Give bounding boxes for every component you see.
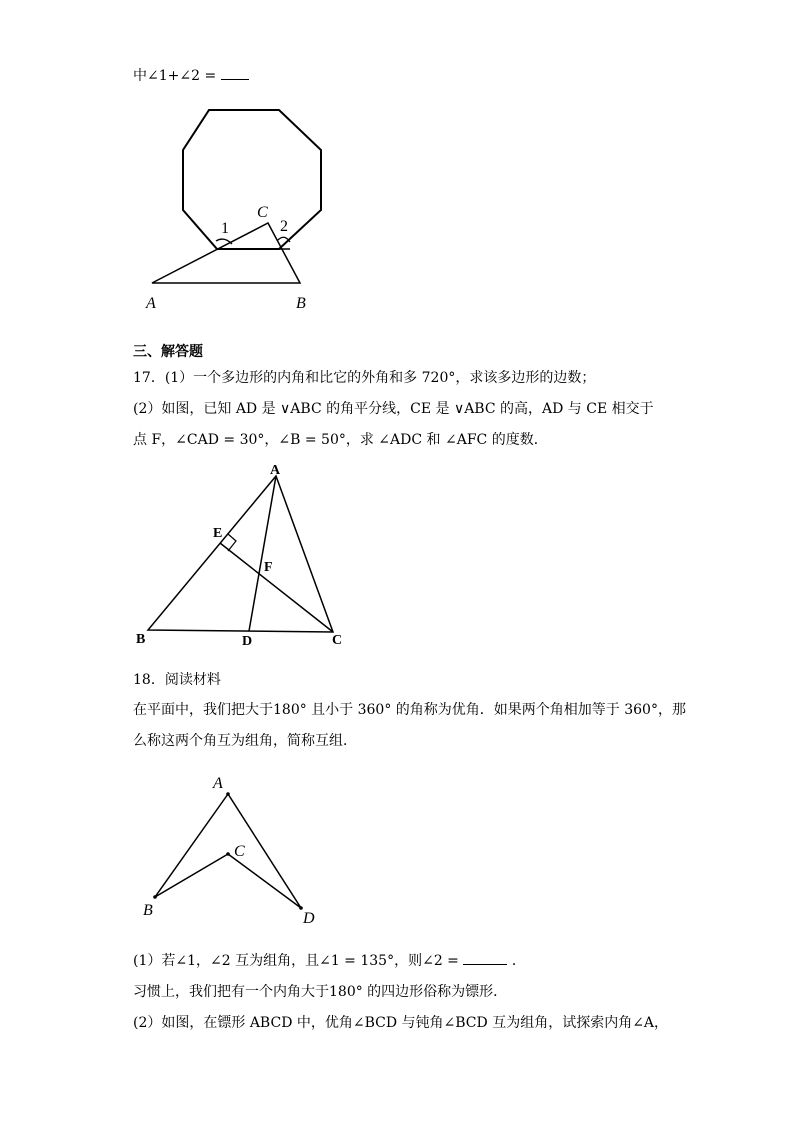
label-b: B [136,632,146,647]
figure-triangle-bisector [130,460,360,655]
q18-habit: 习惯上，我们把有一个内角大于180° 的四边形俗称为镖形． [133,984,508,1000]
q18-part1 [133,951,526,971]
point-c [226,852,230,856]
q17-part2-line1: (2）如图，已知 AD 是 ∨ABC 的角平分线，CE 是 ∨ABC 的高，AD 与 CE 相交于 [133,401,654,417]
right-angle-mark [228,534,236,551]
point-a [226,792,230,796]
q17-part1: 17．(1）一个多边形的内角和比它的外角和多 720°，求该多边形的边数； [133,370,596,386]
answer-blank[interactable] [221,79,249,80]
figure-octagon-triangle [140,100,340,315]
label-f: F [264,560,273,575]
q18-heading: 18．阅读材料 [133,672,221,688]
label-b: B [143,902,153,919]
figure-dart [135,770,335,935]
q16-tail-text: 中∠1+∠2 = [133,68,217,84]
label-a: A [146,295,156,312]
label-1: 1 [221,220,229,237]
triangle-abc [148,476,333,632]
q18-part2: (2）如图，在镖形 ABCD 中，优角∠BCD 与钝角∠BCD 互为组角，试探索内角∠A， [133,1015,669,1031]
label-e: E [213,526,223,541]
label-b: B [296,295,306,312]
label-d: D [242,634,253,649]
dart-abcd [155,794,301,908]
label-d: D [303,910,315,927]
section-title: 三、解答题 [133,344,203,360]
segment-ad [249,476,276,631]
label-a: A [213,775,223,792]
label-c: C [234,843,245,860]
label-c: C [332,633,343,648]
q18-text-line2: 么称这两个角互为组角，简称互组． [133,733,357,749]
point-b [153,895,157,899]
q16-tail [133,66,249,86]
q18-part1-text: (1）若∠1，∠2 互为组角，且∠1 = 135°，则∠2 = [133,953,459,969]
label-2: 2 [280,218,288,235]
label-c: C [257,204,268,221]
q18-part1-suffix: ． [511,953,526,969]
answer-blank-2[interactable] [463,964,507,965]
q18-text-line1: 在平面中，我们把大于180° 且小于 360° 的角称为优角．如果两个角相加等于 360°，那 [133,702,686,718]
label-a: A [270,463,281,478]
q17-part2-line2: 点 F，∠CAD = 30°，∠B = 50°，求 ∠ADC 和 ∠AFC 的度数． [133,432,548,448]
octagon [183,110,321,249]
